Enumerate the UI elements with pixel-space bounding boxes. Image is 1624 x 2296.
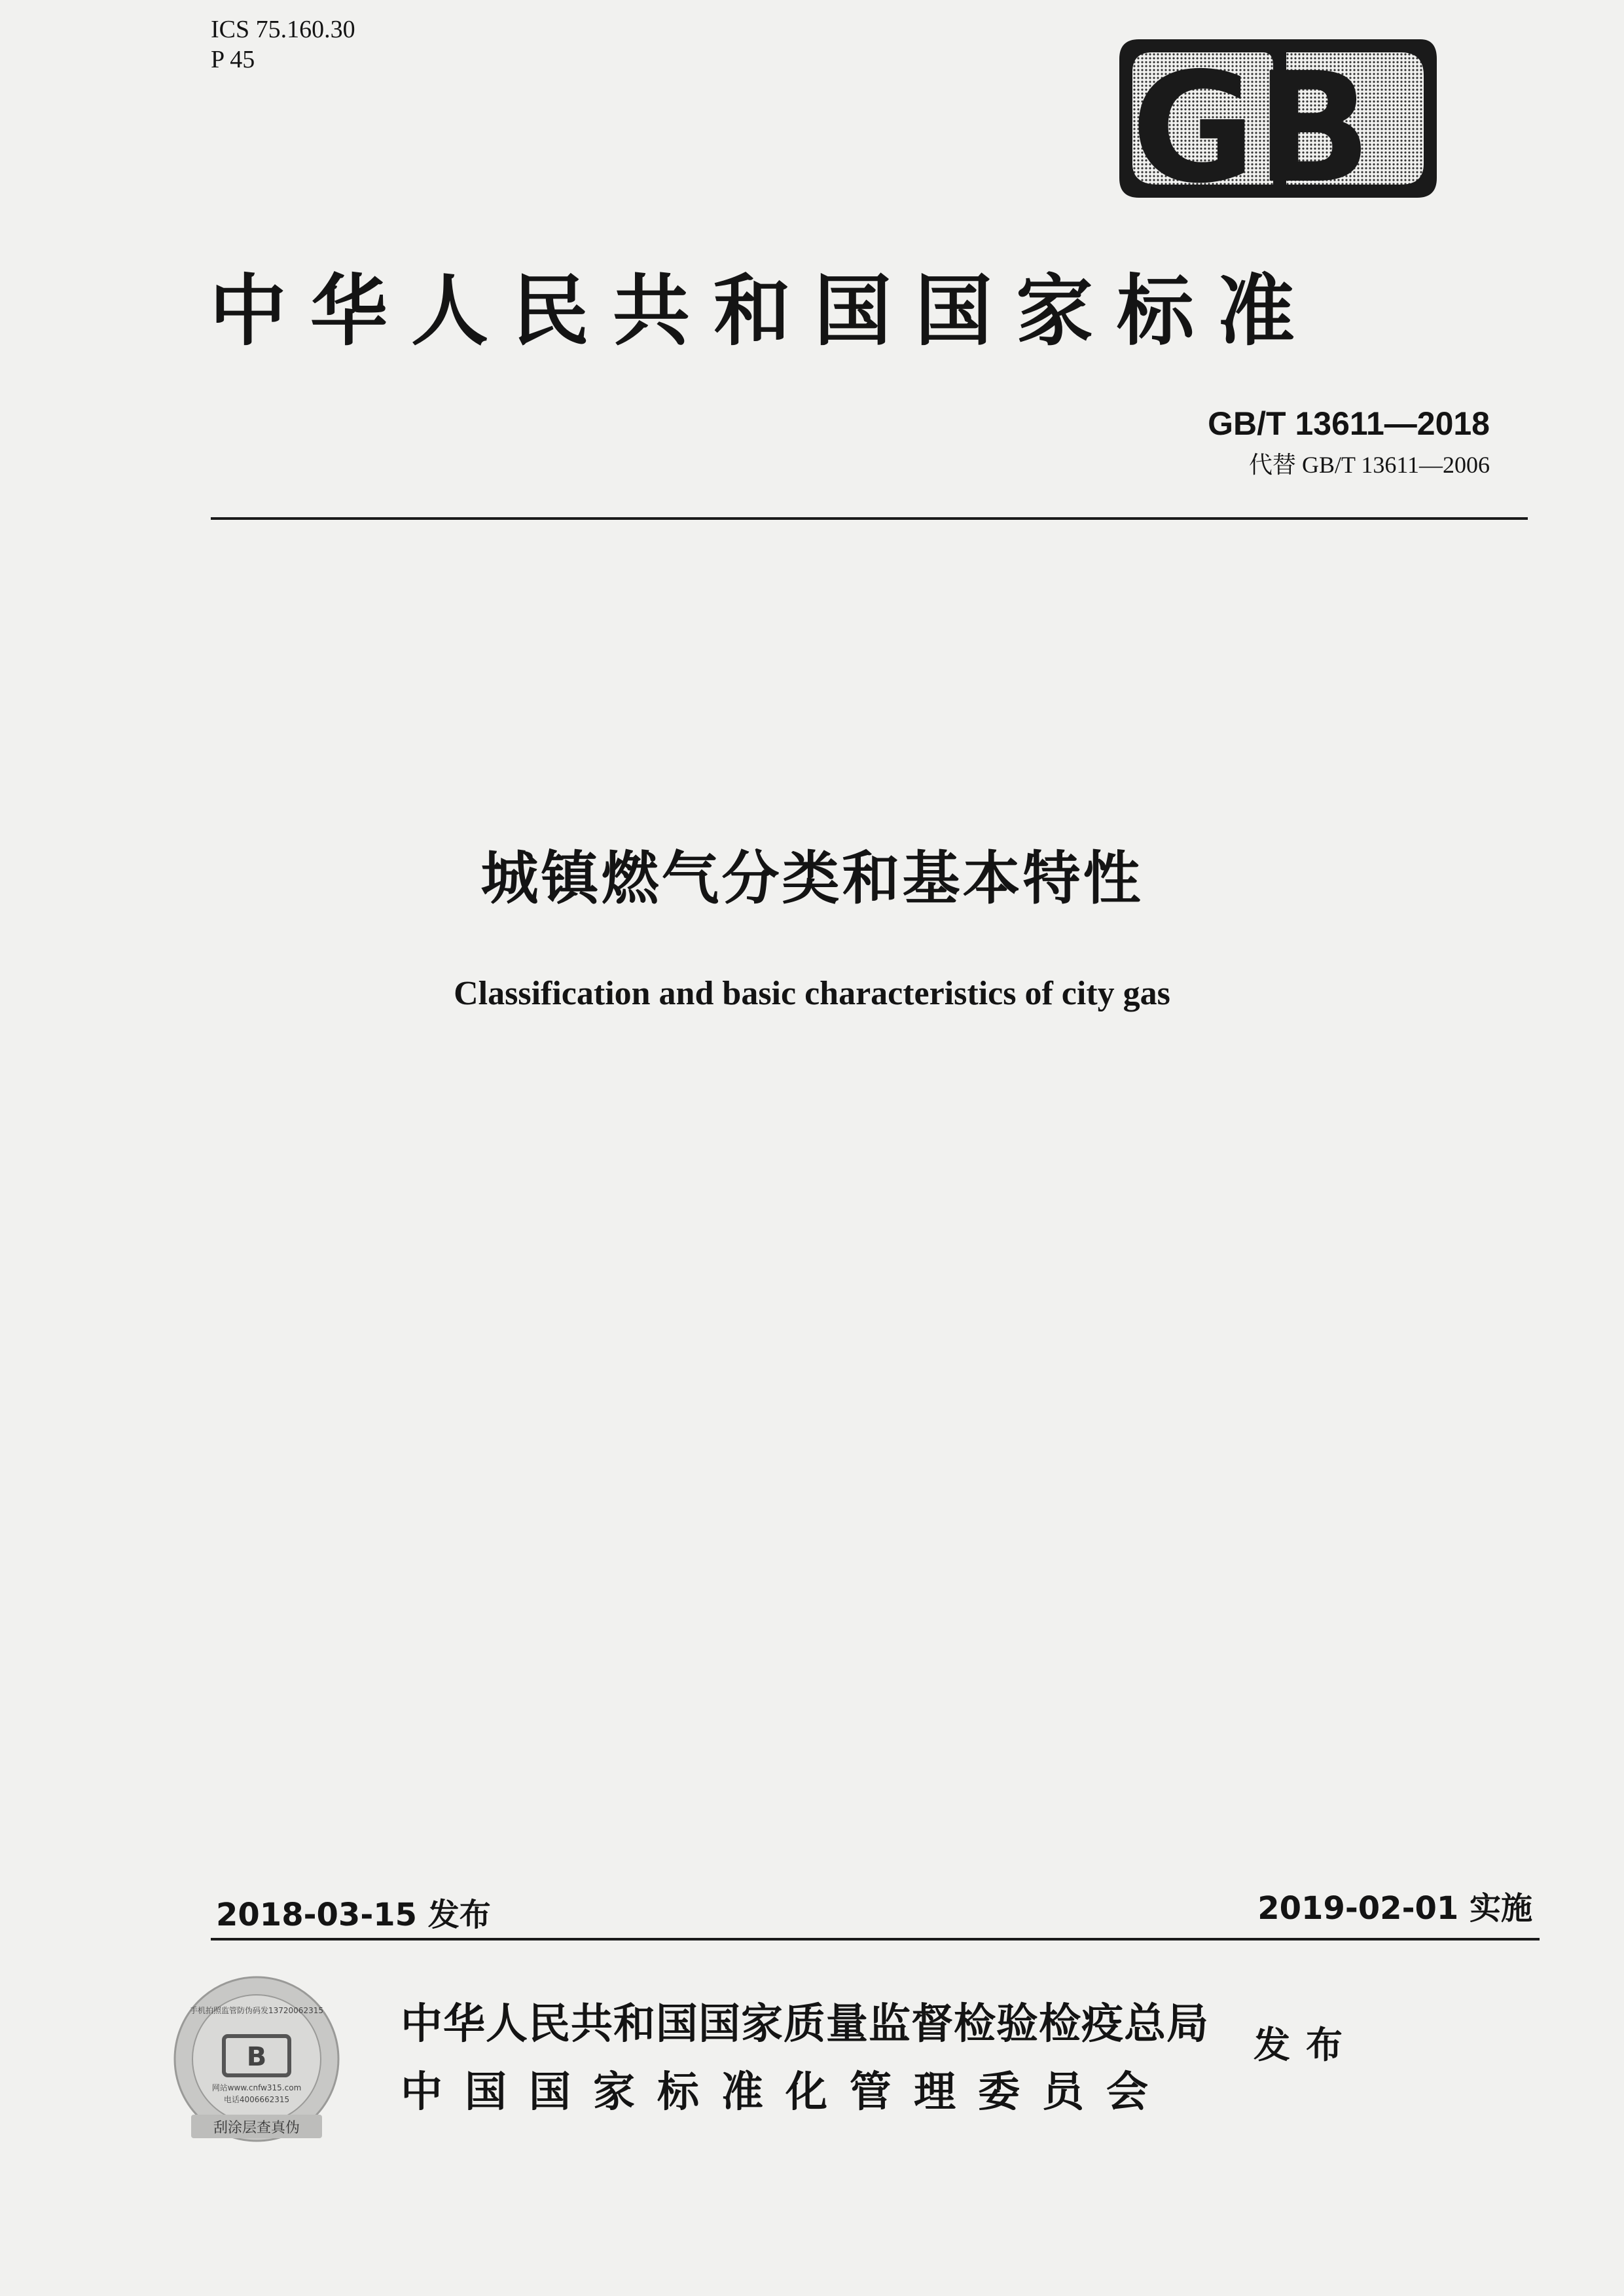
chinese-title: 城镇燃气分类和基本特性 [480,845,1144,912]
svg-text:B: B [246,2042,267,2072]
english-title: Classification and basic characteristics of city gas [454,975,1170,1012]
gb-logo-text: GB [1131,40,1372,204]
seal-web-text: 网站www.cnfw315.com [211,2083,302,2092]
national-standard-heading: 中华人民共和国国家标准 [209,265,1319,356]
replaces-standard: 代替 GB/T 13611—2006 [1248,452,1490,478]
seal-scratch-text: 刮涂层查真伪 [213,2120,300,2136]
publish-date: 2018-03-15 发布 [216,1897,491,1933]
classification-codes [211,14,355,75]
issuing-authorities [401,1990,1209,2119]
ics-code: ICS 75.160.30 [211,16,355,43]
release-label: 发布 [1254,2024,1358,2067]
issuer-aqsiq: 中华人民共和国国家质量监督检验检疫总局 [401,1999,1209,2049]
footer-divider [211,1938,1540,1941]
seal-ring-text: 手机拍照监管防伪码发13720062315 [190,2006,323,2015]
anti-counterfeit-seal-icon [171,1974,342,2174]
standard-number: GB/T 13611—2018 [1208,405,1490,442]
header-divider [211,517,1528,520]
ccs-code: P 45 [211,46,255,73]
seal-phone-text: 电话4006662315 [223,2095,290,2104]
issuer-sac: 中国国家标准化管理委员会 [401,2068,1170,2117]
implementation-date: 2019-02-01 实施 [1257,1890,1532,1927]
gb-logo-icon [1113,33,1440,204]
standard-number-block [1208,405,1490,480]
